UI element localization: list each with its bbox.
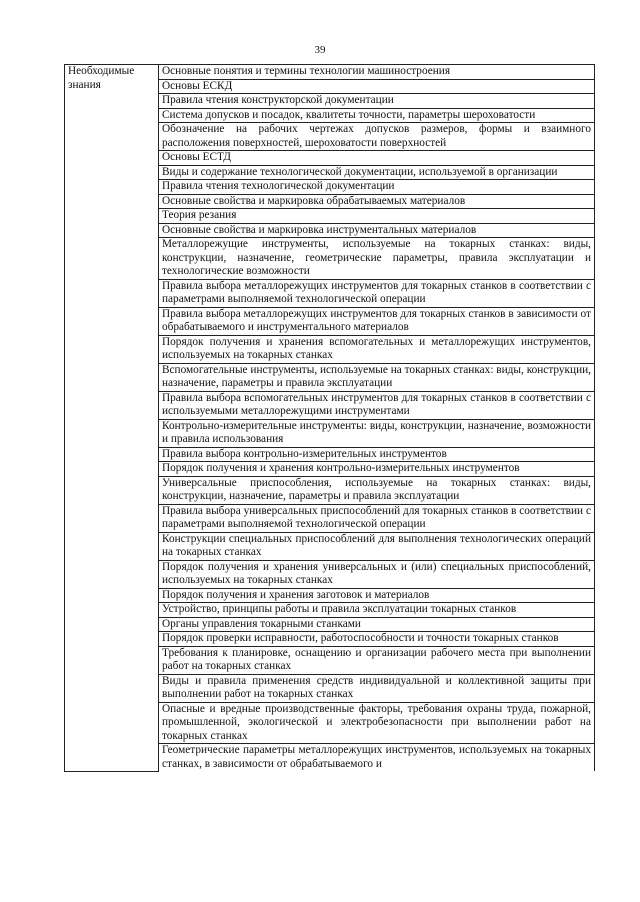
knowledge-item: Порядок получения и хранения заготовок и материалов	[159, 588, 595, 603]
section-label: Необходимые знания	[65, 65, 159, 772]
knowledge-item: Универсальные приспособления, используемые на токарных станках: виды, конструкции, назначение, параметры и правила эксплуатации	[159, 476, 595, 504]
knowledge-item: Органы управления токарными станками	[159, 617, 595, 632]
knowledge-item: Основные понятия и термины технологии машиностроения	[159, 65, 595, 80]
knowledge-item: Геометрические параметры металлорежущих инструментов, используемых на токарных станках, в зависимости от обрабатываемого и	[159, 744, 595, 772]
knowledge-item: Теория резания	[159, 209, 595, 224]
knowledge-item: Контрольно-измерительные инструменты: виды, конструкции, назначение, возможности и правила использования	[159, 419, 595, 447]
knowledge-item: Виды и содержание технологической документации, используемой в организации	[159, 165, 595, 180]
knowledge-item: Правила чтения технологической документации	[159, 180, 595, 195]
table-row	[65, 65, 595, 80]
knowledge-item: Обозначение на рабочих чертежах допусков размеров, формы и взаимного расположения поверхностей, шероховатости поверхностей	[159, 123, 595, 151]
knowledge-item: Система допусков и посадок, квалитеты точности, параметры шероховатости	[159, 108, 595, 123]
requirements-table-body	[65, 65, 595, 772]
knowledge-item: Правила выбора металлорежущих инструментов для токарных станков в зависимости от обрабатываемого и инструментального материалов	[159, 307, 595, 335]
knowledge-item: Основные свойства и маркировка инструментальных материалов	[159, 223, 595, 238]
knowledge-item: Порядок получения и хранения универсальных и (или) специальных приспособлений, используемых на токарных станках	[159, 560, 595, 588]
knowledge-item: Металлорежущие инструменты, используемые на токарных станках: виды, конструкции, назначение, геометрические параметры, правила эксплуатации и технологические возможности	[159, 238, 595, 280]
page-number: 39	[314, 44, 326, 56]
knowledge-item: Конструкции специальных приспособлений для выполнения технологических операций на токарных станках	[159, 532, 595, 560]
knowledge-item: Правила чтения конструкторской документации	[159, 94, 595, 109]
knowledge-item: Порядок получения и хранения контрольно-измерительных инструментов	[159, 462, 595, 477]
knowledge-item: Основы ЕСТД	[159, 151, 595, 166]
knowledge-item: Виды и правила применения средств индивидуальной и коллективной защиты при выполнении работ на токарных станках	[159, 674, 595, 702]
knowledge-item: Правила выбора вспомогательных инструментов для токарных станков в соответствии с используемыми металлорежущими инструментами	[159, 391, 595, 419]
knowledge-item: Правила выбора контрольно-измерительных инструментов	[159, 447, 595, 462]
knowledge-item: Основные свойства и маркировка обрабатываемых материалов	[159, 194, 595, 209]
knowledge-item: Правила выбора металлорежущих инструментов для токарных станков в соответствии с параметрами выполняемой технологической операции	[159, 279, 595, 307]
requirements-table	[64, 64, 595, 772]
knowledge-item: Порядок получения и хранения вспомогательных и металлорежущих инструментов, используемых на токарных станках	[159, 335, 595, 363]
knowledge-item: Опасные и вредные производственные факторы, требования охраны труда, пожарной, промышленной, экологической и электробезопасности при выполнении работ на токарных станках	[159, 702, 595, 744]
knowledge-item: Требования к планировке, оснащению и организации рабочего места при выполнении работ на токарных станках	[159, 646, 595, 674]
knowledge-item: Правила выбора универсальных приспособлений для токарных станков в соответствии с параметрами выполняемой технологической операции	[159, 504, 595, 532]
knowledge-item: Устройство, принципы работы и правила эксплуатации токарных станков	[159, 603, 595, 618]
knowledge-item: Порядок проверки исправности, работоспособности и точности токарных станков	[159, 632, 595, 647]
knowledge-item: Вспомогательные инструменты, используемые на токарных станках: виды, конструкции, назначение, параметры и правила эксплуатации	[159, 363, 595, 391]
knowledge-item: Основы ЕСКД	[159, 79, 595, 94]
